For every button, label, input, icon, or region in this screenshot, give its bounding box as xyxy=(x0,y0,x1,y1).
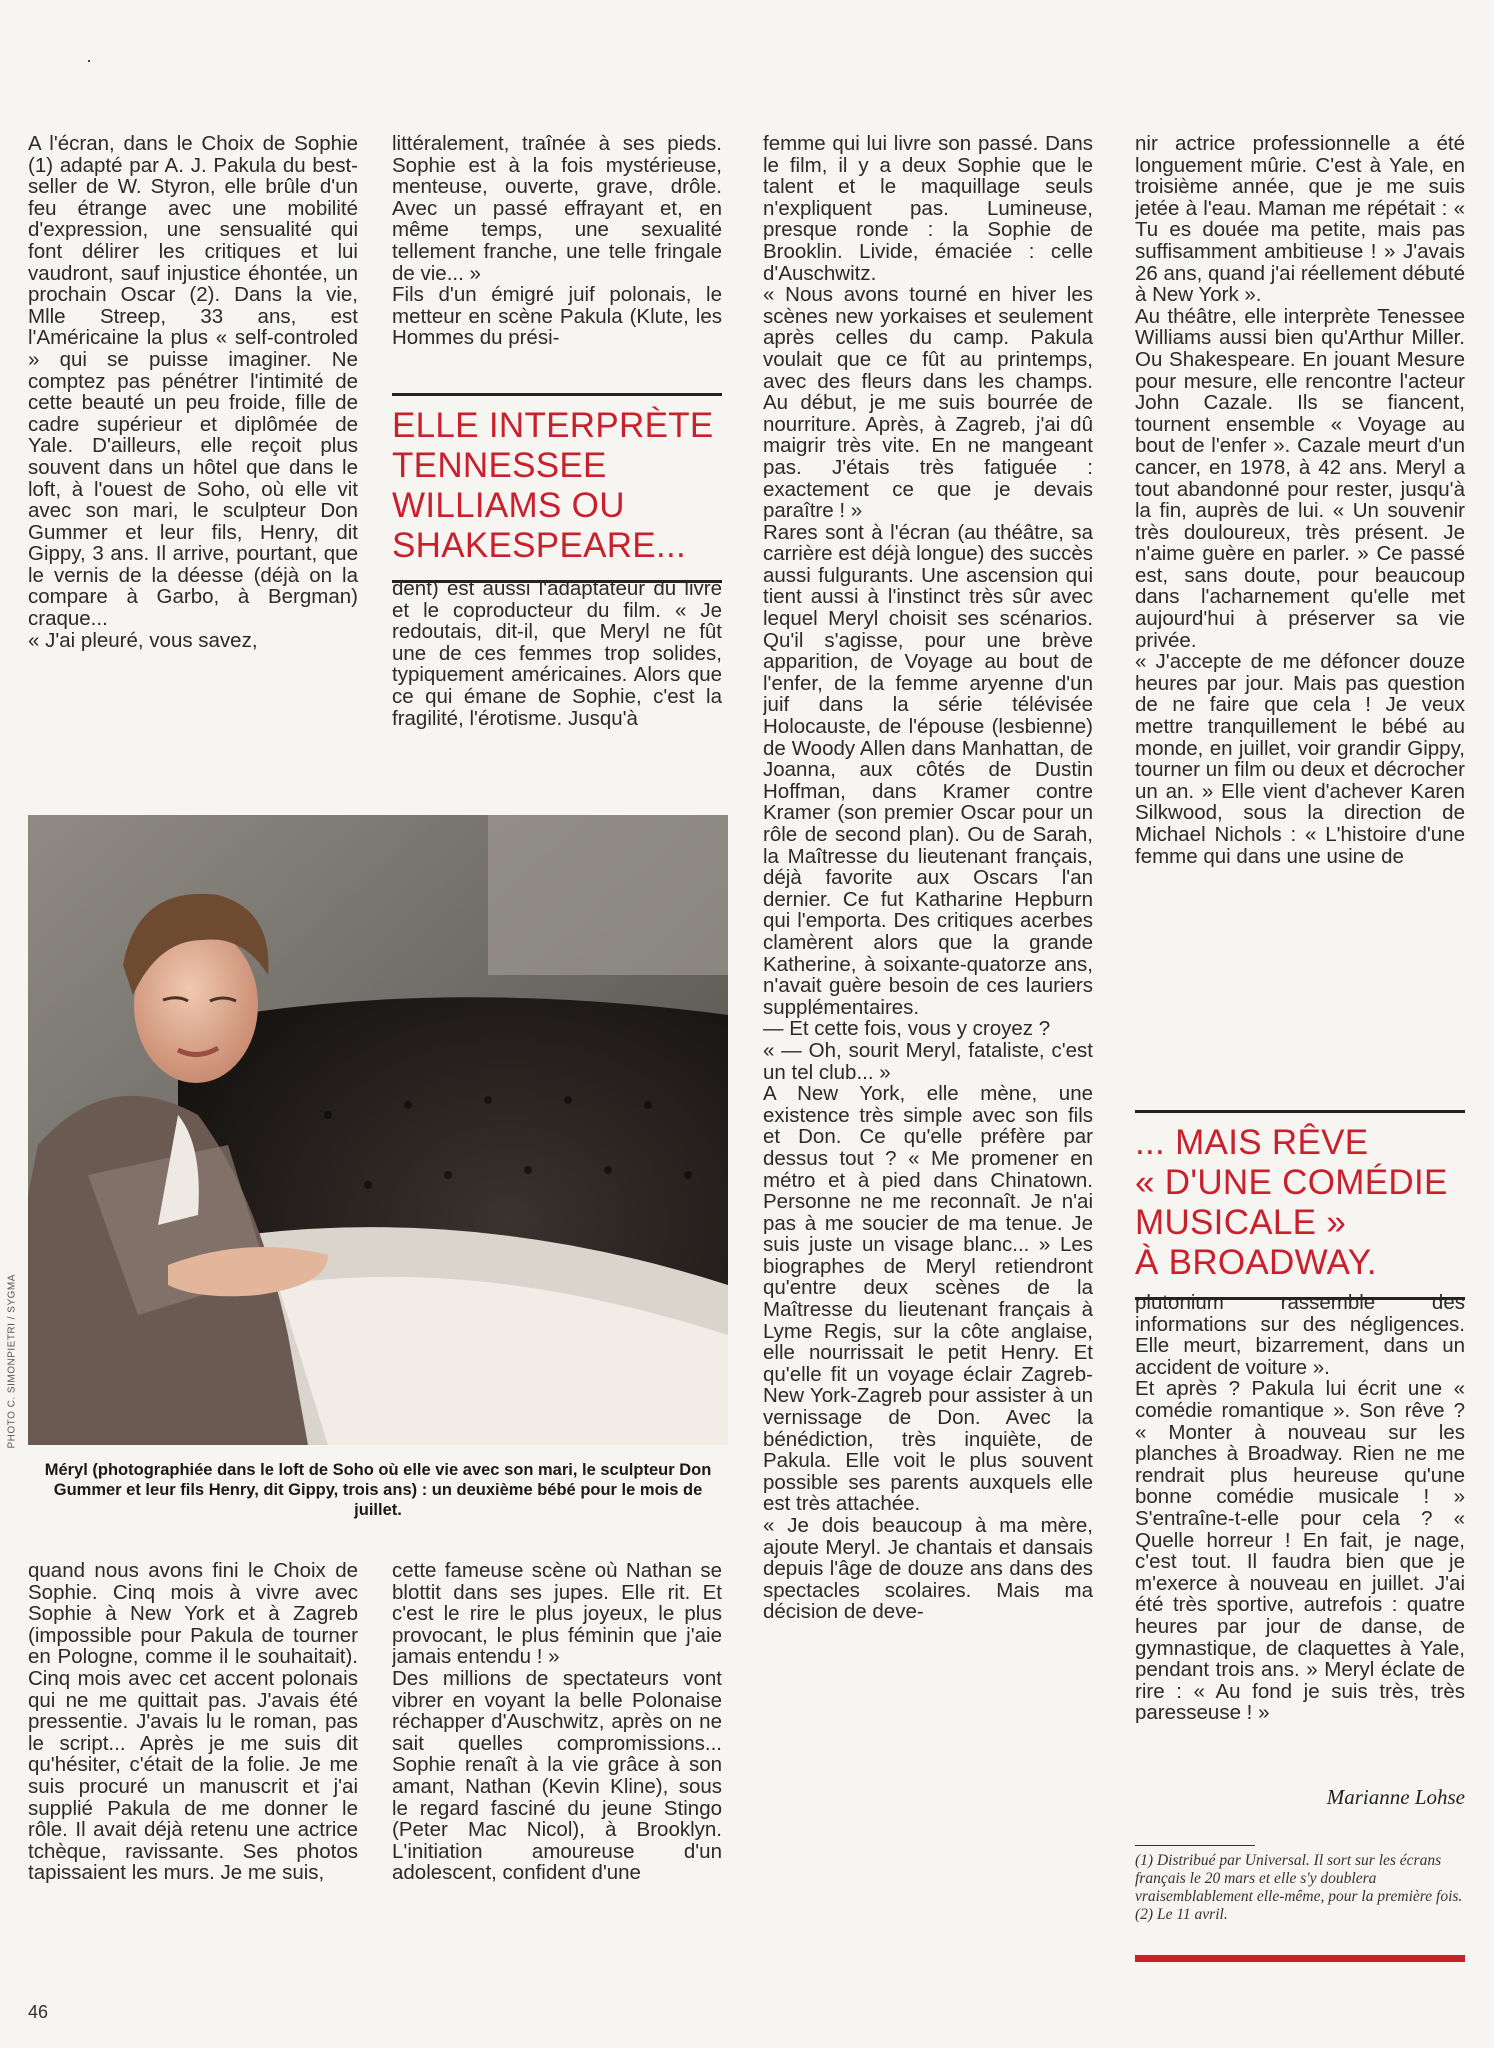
photo-caption: Méryl (photographiée dans le loft de Soho où elle vie avec son mari, le sculpteur Don Gummer et leur fils Henry, dit Gippy, trois ans) : un deuxième bébé pour le mois de juillet. xyxy=(44,1461,712,1519)
article-column-2-top: littéralement, traînée à ses pieds. Sophie est à la fois mystérieuse, menteuse, ouverte, grave, drôle. Avec un passé effrayant et, en même temps, une sexualité tellement franche, une telle fringale de vie... » Fils d'un émigré juif polonais, le metteur en scène Pakula (Klute, les Hommes du prési- xyxy=(392,133,722,350)
pull-quote-heading-1: ELLE INTERPRÈTE TENNESSEE WILLIAMS OU SHAKESPEARE... xyxy=(392,393,722,583)
article-column-2-bottom: dent) est aussi l'adaptateur du livre et le coproducteur du film. « Je redoutais, dit-il, que Meryl ne fût une de ces femmes trop solides, typiquement américaines. Alors que ce qui émane de Sophie, c'est la fragilité, l'érotisme. Jusqu'à xyxy=(392,578,722,730)
article-column-4-top: nir actrice professionnelle a été longuement mûrie. C'est à Yale, en troisième année, que je me suis jetée à l'eau. Maman me répétait : « Tu es douée ma petite, mais pas suffisamment ambitieuse ! » J'avais 26 ans, quand j'ai réellement débuté à New York ». Au théâtre, elle interprète Tenessee Williams aussi bien qu'Arthur Miller. Ou Shakespeare. En jouant Mesure pour mesure, elle rencontre l'acteur John Cazale. Ils se fiancent, tournent ensemble « Voyage au bout de l'enfer ». Cazale meurt d'un cancer, en 1978, à 42 ans. Meryl a tout abandonné pour rester, jusqu'à la fin, auprès de lui. « Un souvenir très douloureux, très présent. Je n'aime guère en parler. » Ce passé est, sans doute, pour beaucoup dans l'acharnement qu'elle met aujourd'hui à préserver sa vie privée. « J'accepte de me défoncer douze heures par jour. Mais pas question de ne faire que cela ! Je veux mettre tranquillement le bébé au monde, en juillet, voir grandir Gippy, tourner un film ou deux et décrocher un an. » Elle vient d'achever Karen Silkwood, sous la direction de Michael Nichols : « L'histoire d'une femme qui dans une usine de xyxy=(1135,133,1465,868)
page-number: 46 xyxy=(28,2002,49,2022)
footnote-divider xyxy=(1135,1845,1255,1846)
author-signature: Marianne Lohse xyxy=(1326,1785,1465,1809)
portrait-photo xyxy=(28,815,728,1445)
article-column-4-bottom: plutonium rassemble des informations sur des négligences. Elle meurt, bizarrement, dans un accident de voiture ». Et après ? Pakula lui écrit une « comédie romantique ». Son rêve ? « Monter à nouveau sur les planches à Broadway. Rien ne me rendrait plus heureuse qu'une bonne comédie musicale ! » S'entraîne-t-elle pour cela ? « Quelle horreur ! En fait, je nage, c'est tout. Il faudra bien que je m'exerce à nouveau en juillet. J'ai été très sportive, autrefois : quatre heures par jour de danse, de gymnastique, de claquettes à Yale, pendant trois ans. » Meryl éclate de rire : « Au fond je suis très, très paresseuse ! » xyxy=(1135,1292,1465,1725)
pull-quote-heading-2: ... MAIS RÊVE « D'UNE COMÉDIE MUSICALE » À BROADWAY. xyxy=(1135,1110,1465,1300)
red-end-rule xyxy=(1135,1955,1465,1962)
article-column-1: A l'écran, dans le Choix de Sophie (1) adapté par A. J. Pakula du best-seller de W. Styron, elle brûle d'un feu étrange avec une mobilité d'expression, une sensualité qui font délirer les critiques et lui vaudront, sauf injustice éhontée, un prochain Oscar (2). Dans la vie, Mlle Streep, 33 ans, est l'Américaine la plus « self-controled » qui se puisse imaginer. Ne comptez pas pénétrer l'intimité de cette beauté un peu froide, fille de cadre supérieur et diplômée de Yale. D'ailleurs, elle reçoit plus souvent dans un hôtel que dans le loft, à l'ouest de Soho, où elle vit avec son mari, le sculpteur Don Gummer et leur fils, Henry, dit Gippy, 3 ans. Il arrive, pourtant, que le vernis de la déesse (déjà on la compare à Garbo, à Bergman) craque... « J'ai pleuré, vous savez, xyxy=(28,133,358,652)
article-column-3: femme qui lui livre son passé. Dans le film, il y a deux Sophie que le talent et le maquillage seuls n'expliquent pas. Lumineuse, presque ronde : la Sophie de Brooklin. Livide, émaciée : celle d'Auschwitz. « Nous avons tourné en hiver les scènes new yorkaises et seulement après celles du camp. Pakula voulait que ce fût au printemps, avec des fleurs dans les champs. Au début, je me suis bourrée de nourriture. Après, à Zagreb, j'ai dû maigrir très vite. En ne mangeant pas. J'étais très fatiguée : exactement ce que je devais paraître ! » Rares sont à l'écran (au théâtre, sa carrière est déjà longue) des succès aussi fulgurants. Une ascension qui tient aussi à l'instinct très sûr avec lequel Meryl choisit ses scénarios. Qu'il s'agisse, pour une brève apparition, de Voyage au bout de l'enfer, de la femme aryenne d'un juif dans la série télévisée Holocauste, de l'épouse (lesbienne) de Woody Allen dans Manhattan, de Joanna, aux côtés de Dustin Hoffman, dans Kramer contre Kramer (son premier Oscar pour un rôle de second plan). Ou de Sarah, la Maîtresse du lieutenant français, déjà favorite aux Oscars l'an dernier. Ce fut Katharine Hepburn qui l'emporta. Des critiques acerbes clamèrent alors que la grande Katherine, à soixante-quatorze ans, n'avait guère besoin de ces lauriers supplémentaires. — Et cette fois, vous y croyez ? « — Oh, sourit Meryl, fataliste, c'est un tel club... » A New York, elle mène, une existence très simple avec son fils et Don. Ce qu'elle préfère par dessus tout ? « Me promener en métro et à pied dans Chinatown. Personne ne me reconnaît. Je n'ai pas à me soucier de ma tenue. Je suis juste un visage blanc... » Les biographes de Meryl retiendront qu'entre deux scènes de la Maîtresse du lieutenant français à Lyme Regis, sur la côte anglaise, elle nourrissait le petit Henry. Et qu'elle fit un voyage éclair Zagreb-New York-Zagreb pour assister à un vernissage de Don. Avec la bénédiction, très inquiète, de Pakula. Elle voit le plus souvent possible ses parents auxquels elle est très attachée. « Je dois beaucoup à ma mère, ajoute Meryl. Je chantais et dansais depuis l'âge de douze ans dans des spectacles scolaires. Mais ma décision de deve- xyxy=(763,133,1093,1624)
photo-credit: PHOTO C. SIMONPIETRI / SYGMA xyxy=(6,1274,18,1449)
article-column-2-lower: cette fameuse scène où Nathan se blottit dans ses jupes. Elle rit. Et c'est le rire le plus joyeux, le plus provocant, le plus féminin que j'aie jamais entendu ! » Des millions de spectateurs vont vibrer en voyant la belle Polonaise réchapper d'Auschwitz, après on ne sait quelles compromissions... Sophie renaît à la vie grâce à son amant, Nathan (Kevin Kline), sous le regard fasciné du jeune Stingo (Peter Mac Nicol), à Brooklyn. L'initiation amoureuse d'un adolescent, confident d'une xyxy=(392,1560,722,1885)
article-column-1-bottom: quand nous avons fini le Choix de Sophie. Cinq mois à vivre avec Sophie à New York et à Zagreb (impossible pour Pakula de tourner en Pologne, comme il le souhaitait). Cinq mois avec cet accent polonais qui ne me quittait pas. J'avais été pressentie. J'avais lu le roman, pas le script... Après je me suis dit qu'hésiter, c'était de la folie. Je me suis procuré un manuscrit et j'ai supplié Pakula de me donner le rôle. Il avait déjà retenu une actrice tchèque, ravissante. Ses photos tapissaient les murs. Je me suis, xyxy=(28,1560,358,1885)
printer-mark xyxy=(88,60,90,62)
footnotes: (1) Distribué par Universal. Il sort sur les écrans français le 20 mars et elle s'y doublera vraisemblablement elle-même, pour la première fois. (2) Le 11 avril. xyxy=(1135,1852,1463,1923)
